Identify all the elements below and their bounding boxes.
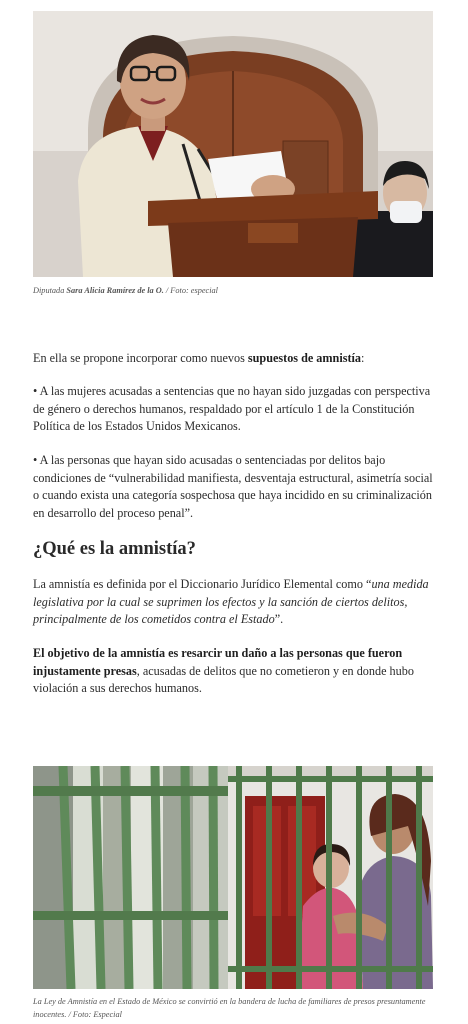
legislator-photo-art xyxy=(33,11,433,277)
photo-caption xyxy=(33,285,438,298)
objective-bold-text: El objetivo de la amnistía es resarcir un daño a las personas que fueron injustamente presas xyxy=(33,646,403,678)
photo-caption-2: La Ley de Amnistía en el Estado de México se convirtió en la bandera de lucha de familiares de presos presuntamente inocentes. / Foto: Especial xyxy=(33,997,426,1019)
definition-end: ”. xyxy=(274,612,284,626)
section-heading: ¿Qué es la amnistía? xyxy=(33,539,196,559)
intro-text: En ella se propone incorporar como nuevos xyxy=(33,351,248,365)
prison-photo xyxy=(33,766,433,989)
bullet-paragraph-1: • A las mujeres acusadas a sentencias que no hayan sido juzgadas con perspectiva de género o derechos humanos, respaldado por el artículo 1 de la Constitución Política de los Estados Unidos Mexicanos. xyxy=(33,384,431,433)
intro-paragraph xyxy=(33,350,435,368)
definition-paragraph xyxy=(33,576,435,629)
caption-prefix: Diputada xyxy=(33,286,67,295)
caption-person-name: Sara Alicia Ramírez de la O. xyxy=(66,286,164,295)
intro-end: : xyxy=(361,351,365,365)
intro-bold-text: supuestos de amnistía xyxy=(247,351,362,365)
definition-quote: una medida legislativa por la cual se suprimen los efectos y la sanción de ciertos delitos, principalmente de los cometidos contra el Estado xyxy=(33,577,429,626)
legislator-photo xyxy=(33,11,433,277)
objective-paragraph xyxy=(33,645,435,698)
caption-credit: / Foto: especial xyxy=(163,286,218,295)
definition-text: La amnistía es definida por el Diccionario Jurídico Elemental como “ xyxy=(33,577,372,591)
prison-photo-art xyxy=(33,766,433,989)
bullet-paragraph-2: • A las personas que hayan sido acusadas o sentenciadas por delitos bajo condiciones de “vulnerabilidad manifiesta, desventaja estructural, asimetría social o cuando exista una categoría sospechosa que haya incidido en su criminalización en desarrollo del proceso penal”. xyxy=(33,453,433,520)
objective-text: , acusadas de delitos que no cometieron y en donde hubo violación a sus derechos humanos. xyxy=(33,663,414,695)
